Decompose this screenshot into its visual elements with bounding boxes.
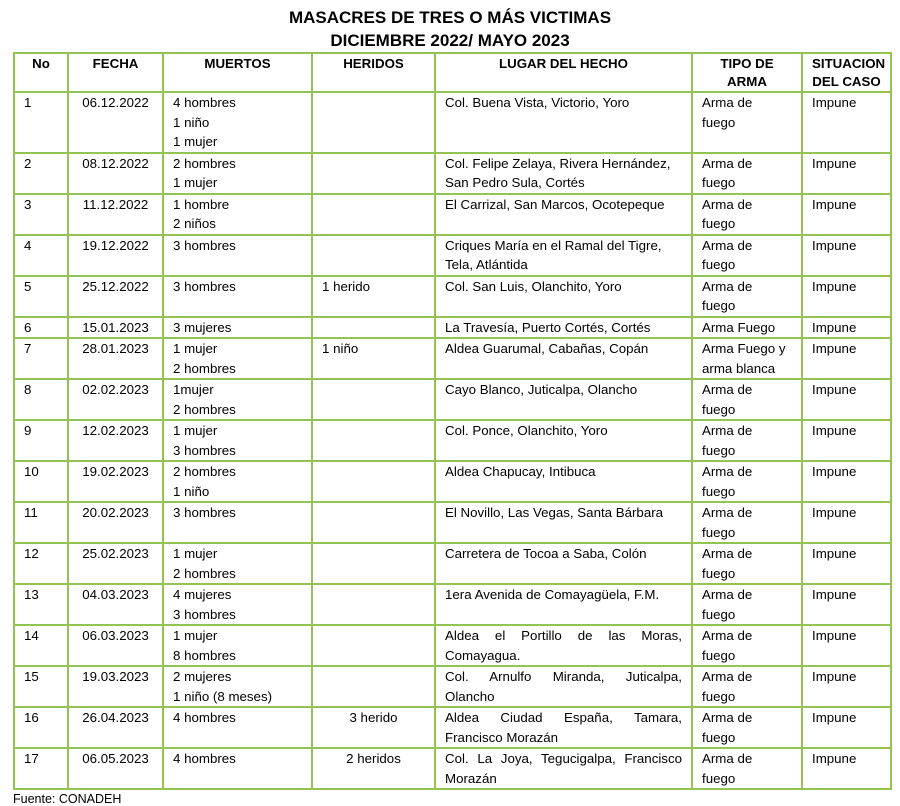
cell-situacion: Impune: [802, 625, 891, 666]
table-row: [14, 543, 891, 584]
cell-tipo-arma: [692, 338, 802, 379]
cell-tipo-arma: [692, 461, 802, 502]
cell-tipo-arma-line: Arma de: [702, 710, 753, 725]
cell-tipo-arma: [692, 194, 802, 235]
cell-tipo-arma-line: Arma de: [702, 464, 753, 479]
cell-muertos: [163, 748, 312, 789]
cell-muertos-line: 2 mujeres: [173, 669, 232, 684]
cell-fecha: 19.12.2022: [68, 235, 163, 276]
cell-lugar: [435, 92, 692, 153]
table-row: [14, 461, 891, 502]
cell-lugar-line: Col. La Joya, Tegucigalpa, Francisco: [445, 751, 682, 766]
cell-fecha: 28.01.2023: [68, 338, 163, 379]
title-line-2: DICIEMBRE 2022/ MAYO 2023: [330, 31, 570, 50]
cell-tipo-arma-line: arma blanca: [702, 360, 776, 376]
cell-lugar: [435, 317, 692, 339]
cell-no: 9: [14, 420, 68, 461]
cell-no: 14: [14, 625, 68, 666]
cell-muertos: [163, 235, 312, 276]
cell-muertos-line: 1mujer: [173, 382, 214, 397]
cell-muertos-line: 3 hombres: [173, 505, 236, 520]
cell-lugar: [435, 194, 692, 235]
cell-lugar-line: San Pedro Sula, Cortés: [445, 175, 585, 190]
cell-muertos: [163, 666, 312, 707]
cell-heridos: [312, 543, 435, 584]
header-lugar: LUGAR DEL HECHO: [435, 53, 692, 92]
cell-tipo-arma: [692, 502, 802, 543]
cell-situacion: Impune: [802, 461, 891, 502]
cell-muertos: [163, 153, 312, 194]
cell-lugar-line: Col. San Luis, Olanchito, Yoro: [445, 278, 622, 294]
cell-lugar: [435, 748, 692, 789]
cell-no: 3: [14, 194, 68, 235]
cell-lugar: [435, 276, 692, 317]
cell-tipo-arma-line: Arma de: [702, 751, 753, 766]
cell-fecha: 19.03.2023: [68, 666, 163, 707]
cell-tipo-arma: [692, 625, 802, 666]
cell-muertos-line: 1 hombre: [173, 196, 230, 212]
cell-tipo-arma: [692, 420, 802, 461]
table-row: [14, 317, 891, 339]
cell-situacion: Impune: [802, 420, 891, 461]
cell-lugar-line: Col. Buena Vista, Victorio, Yoro: [445, 95, 630, 110]
cell-muertos: [163, 338, 312, 379]
cell-lugar-line: 1era Avenida de Comayagüela, F.M.: [445, 587, 660, 602]
cell-tipo-arma-line: fuego: [702, 442, 736, 458]
massacres-table: [13, 52, 892, 790]
cell-no: 4: [14, 235, 68, 276]
cell-tipo-arma-line: fuego: [702, 401, 736, 417]
table-row: [14, 235, 891, 276]
cell-heridos: 2 heridos: [312, 748, 435, 789]
cell-fecha: 06.03.2023: [68, 625, 163, 666]
cell-tipo-arma-line: fuego: [702, 257, 736, 272]
cell-lugar-line: Aldea Chapucay, Intibuca: [445, 464, 596, 479]
cell-no: 6: [14, 317, 68, 339]
cell-lugar: [435, 502, 692, 543]
cell-lugar-line: Morazán: [445, 770, 497, 786]
cell-tipo-arma: [692, 379, 802, 420]
cell-heridos: 3 herido: [312, 707, 435, 748]
cell-lugar: [435, 584, 692, 625]
cell-muertos-line: 2 hombres: [173, 464, 236, 479]
cell-no: 17: [14, 748, 68, 789]
header-situacion-line-2: DEL CASO: [812, 74, 881, 89]
cell-tipo-arma-line: Arma de: [702, 669, 753, 684]
cell-lugar-line: Aldea Ciudad España, Tamara,: [445, 710, 682, 725]
cell-situacion: Impune: [802, 502, 891, 543]
cell-muertos: [163, 194, 312, 235]
table-row: [14, 707, 891, 748]
header-no: No: [14, 53, 68, 92]
cell-situacion: Impune: [802, 194, 891, 235]
cell-muertos: [163, 707, 312, 748]
cell-muertos-line: 1 mujer: [173, 546, 218, 561]
cell-lugar: [435, 235, 692, 276]
cell-lugar-line: Tela, Atlántida: [445, 257, 528, 272]
cell-heridos: [312, 317, 435, 339]
cell-situacion: Impune: [802, 666, 891, 707]
cell-lugar-line: Aldea Guarumal, Cabañas, Copán: [445, 341, 649, 356]
cell-lugar: [435, 707, 692, 748]
cell-lugar: [435, 338, 692, 379]
cell-muertos: [163, 502, 312, 543]
cell-muertos: [163, 92, 312, 153]
cell-tipo-arma-line: fuego: [702, 298, 736, 313]
cell-tipo-arma-line: Arma de: [702, 628, 753, 643]
cell-fecha: 25.02.2023: [68, 543, 163, 584]
cell-muertos-line: 3 hombres: [173, 237, 236, 253]
cell-muertos: [163, 379, 312, 420]
cell-lugar-line: Carretera de Tocoa a Saba, Colón: [445, 546, 647, 561]
table-row: [14, 194, 891, 235]
cell-tipo-arma-line: Arma de: [702, 546, 753, 561]
cell-tipo-arma-line: fuego: [702, 216, 736, 231]
cell-situacion: Impune: [802, 92, 891, 153]
cell-tipo-arma: [692, 317, 802, 339]
cell-lugar: [435, 666, 692, 707]
header-muertos: MUERTOS: [163, 53, 312, 92]
cell-muertos-line: 2 niños: [173, 216, 216, 231]
table-row: [14, 153, 891, 194]
cell-tipo-arma-line: Arma de: [702, 196, 753, 212]
table-row: [14, 420, 891, 461]
cell-tipo-arma-line: fuego: [702, 770, 736, 786]
table-row: [14, 276, 891, 317]
cell-muertos: [163, 625, 312, 666]
table-row: [14, 625, 891, 666]
header-fecha: FECHA: [68, 53, 163, 92]
cell-no: 15: [14, 666, 68, 707]
cell-situacion: Impune: [802, 543, 891, 584]
cell-fecha: 02.02.2023: [68, 379, 163, 420]
source-note: Fuente: CONADEH: [13, 792, 122, 806]
cell-lugar-line: Criques María en el Ramal del Tigre,: [445, 237, 662, 253]
cell-no: 5: [14, 276, 68, 317]
title-line-1: MASACRES DE TRES O MÁS VICTIMAS: [288, 8, 612, 27]
cell-no: 10: [14, 461, 68, 502]
cell-lugar-line: Francisco Morazán: [445, 729, 559, 745]
table-row: [14, 666, 891, 707]
cell-heridos: [312, 235, 435, 276]
cell-muertos: [163, 584, 312, 625]
cell-heridos: [312, 461, 435, 502]
cell-fecha: 08.12.2022: [68, 153, 163, 194]
cell-fecha: 25.12.2022: [68, 276, 163, 317]
cell-lugar-line: El Novillo, Las Vegas, Santa Bárbara: [445, 505, 664, 520]
cell-fecha: 20.02.2023: [68, 502, 163, 543]
cell-tipo-arma-line: fuego: [702, 524, 736, 540]
cell-situacion: Impune: [802, 338, 891, 379]
cell-tipo-arma-line: fuego: [702, 688, 736, 704]
cell-muertos-line: 2 hombres: [173, 155, 236, 171]
cell-tipo-arma: [692, 666, 802, 707]
cell-lugar-line: Col. Ponce, Olanchito, Yoro: [445, 423, 608, 438]
header-tipo-line-1: TIPO DE: [720, 56, 774, 71]
cell-muertos-line: 4 hombres: [173, 95, 236, 110]
cell-no: 16: [14, 707, 68, 748]
cell-muertos-line: 1 mujer: [173, 134, 218, 149]
header-heridos: HERIDOS: [312, 53, 435, 92]
cell-tipo-arma: [692, 707, 802, 748]
cell-muertos-line: 3 hombres: [173, 606, 236, 622]
cell-no: 7: [14, 338, 68, 379]
table-row: [14, 338, 891, 379]
cell-muertos: [163, 461, 312, 502]
cell-tipo-arma-line: fuego: [702, 483, 736, 499]
cell-fecha: 19.02.2023: [68, 461, 163, 502]
cell-heridos: [312, 502, 435, 543]
cell-muertos-line: 2 hombres: [173, 401, 236, 417]
cell-muertos: [163, 543, 312, 584]
cell-no: 8: [14, 379, 68, 420]
cell-no: 11: [14, 502, 68, 543]
cell-muertos-line: 1 mujer: [173, 423, 218, 438]
cell-tipo-arma-line: Arma de: [702, 155, 753, 171]
cell-lugar-line: Col. Arnulfo Miranda, Juticalpa,: [445, 669, 682, 684]
header-situacion-line-1: SITUACION: [812, 56, 886, 71]
cell-tipo-arma: [692, 92, 802, 153]
cell-fecha: 06.12.2022: [68, 92, 163, 153]
cell-no: 12: [14, 543, 68, 584]
document-title: [0, 0, 900, 52]
cell-situacion: Impune: [802, 153, 891, 194]
cell-tipo-arma: [692, 276, 802, 317]
cell-heridos: [312, 420, 435, 461]
cell-fecha: 04.03.2023: [68, 584, 163, 625]
cell-muertos-line: 4 hombres: [173, 710, 236, 725]
cell-tipo-arma-line: Arma de: [702, 278, 753, 294]
cell-tipo-arma-line: Arma de: [702, 382, 753, 397]
cell-muertos-line: 2 hombres: [173, 565, 236, 581]
cell-muertos-line: 1 niño (8 meses): [173, 688, 273, 704]
cell-muertos-line: 4 hombres: [173, 751, 236, 766]
cell-fecha: 26.04.2023: [68, 707, 163, 748]
cell-tipo-arma-line: Arma de: [702, 237, 753, 253]
cell-fecha: 12.02.2023: [68, 420, 163, 461]
header-situacion: [802, 53, 891, 92]
cell-muertos-line: 1 mujer: [173, 175, 218, 190]
cell-situacion: Impune: [802, 584, 891, 625]
cell-muertos-line: 1 niño: [173, 483, 210, 499]
cell-tipo-arma: [692, 235, 802, 276]
cell-heridos: [312, 153, 435, 194]
cell-situacion: Impune: [802, 317, 891, 339]
cell-tipo-arma-line: fuego: [702, 114, 736, 130]
cell-muertos-line: 2 hombres: [173, 360, 236, 376]
cell-muertos-line: 8 hombres: [173, 647, 236, 663]
cell-no: 13: [14, 584, 68, 625]
cell-lugar: [435, 461, 692, 502]
cell-lugar: [435, 153, 692, 194]
table-row: [14, 92, 891, 153]
cell-lugar: [435, 379, 692, 420]
cell-no: 1: [14, 92, 68, 153]
cell-situacion: Impune: [802, 707, 891, 748]
table-body: [14, 92, 891, 789]
cell-lugar-line: Cayo Blanco, Juticalpa, Olancho: [445, 382, 638, 397]
cell-situacion: Impune: [802, 276, 891, 317]
cell-heridos: [312, 666, 435, 707]
cell-tipo-arma-line: Arma Fuego: [702, 319, 776, 335]
cell-tipo-arma-line: Arma de: [702, 587, 753, 602]
cell-heridos: [312, 92, 435, 153]
cell-tipo-arma: [692, 584, 802, 625]
cell-tipo-arma-line: fuego: [702, 647, 736, 663]
table-header-row: [14, 53, 891, 92]
cell-tipo-arma: [692, 153, 802, 194]
cell-fecha: 11.12.2022: [68, 194, 163, 235]
cell-tipo-arma-line: fuego: [702, 175, 736, 190]
cell-muertos: [163, 276, 312, 317]
table-row: [14, 584, 891, 625]
cell-muertos-line: 3 hombres: [173, 442, 236, 458]
cell-muertos-line: 1 niño: [173, 114, 210, 130]
cell-muertos: [163, 317, 312, 339]
cell-lugar: [435, 420, 692, 461]
cell-heridos: 1 herido: [312, 276, 435, 317]
cell-fecha: 15.01.2023: [68, 317, 163, 339]
header-tipo-arma: [692, 53, 802, 92]
cell-muertos-line: 4 mujeres: [173, 587, 232, 602]
cell-heridos: 1 niño: [312, 338, 435, 379]
cell-tipo-arma-line: Arma de: [702, 505, 753, 520]
cell-muertos-line: 3 mujeres: [173, 319, 232, 335]
cell-tipo-arma-line: fuego: [702, 729, 736, 745]
cell-lugar-line: Comayagua.: [445, 647, 521, 663]
cell-tipo-arma-line: fuego: [702, 565, 736, 581]
cell-lugar-line: Col. Felipe Zelaya, Rivera Hernández,: [445, 155, 671, 171]
cell-tipo-arma-line: Arma de: [702, 95, 753, 110]
cell-lugar: [435, 625, 692, 666]
table-row: [14, 748, 891, 789]
cell-lugar-line: El Carrizal, San Marcos, Ocotepeque: [445, 196, 665, 212]
cell-no: 2: [14, 153, 68, 194]
cell-tipo-arma-line: Arma Fuego y: [702, 341, 786, 356]
cell-muertos: [163, 420, 312, 461]
cell-lugar-line: Aldea el Portillo de las Moras,: [445, 628, 682, 643]
cell-lugar-line: Olancho: [445, 688, 495, 704]
cell-muertos-line: 1 mujer: [173, 628, 218, 643]
cell-heridos: [312, 379, 435, 420]
cell-situacion: Impune: [802, 379, 891, 420]
cell-muertos-line: 1 mujer: [173, 341, 218, 356]
cell-tipo-arma: [692, 748, 802, 789]
header-tipo-line-2: ARMA: [727, 74, 767, 89]
table-row: [14, 379, 891, 420]
cell-heridos: [312, 584, 435, 625]
cell-lugar: [435, 543, 692, 584]
cell-tipo-arma-line: fuego: [702, 606, 736, 622]
table-row: [14, 502, 891, 543]
cell-muertos-line: 3 hombres: [173, 278, 236, 294]
cell-heridos: [312, 194, 435, 235]
cell-tipo-arma: [692, 543, 802, 584]
cell-situacion: Impune: [802, 748, 891, 789]
cell-situacion: Impune: [802, 235, 891, 276]
cell-fecha: 06.05.2023: [68, 748, 163, 789]
cell-lugar-line: La Travesía, Puerto Cortés, Cortés: [445, 319, 651, 335]
cell-tipo-arma-line: Arma de: [702, 423, 753, 438]
cell-heridos: [312, 625, 435, 666]
